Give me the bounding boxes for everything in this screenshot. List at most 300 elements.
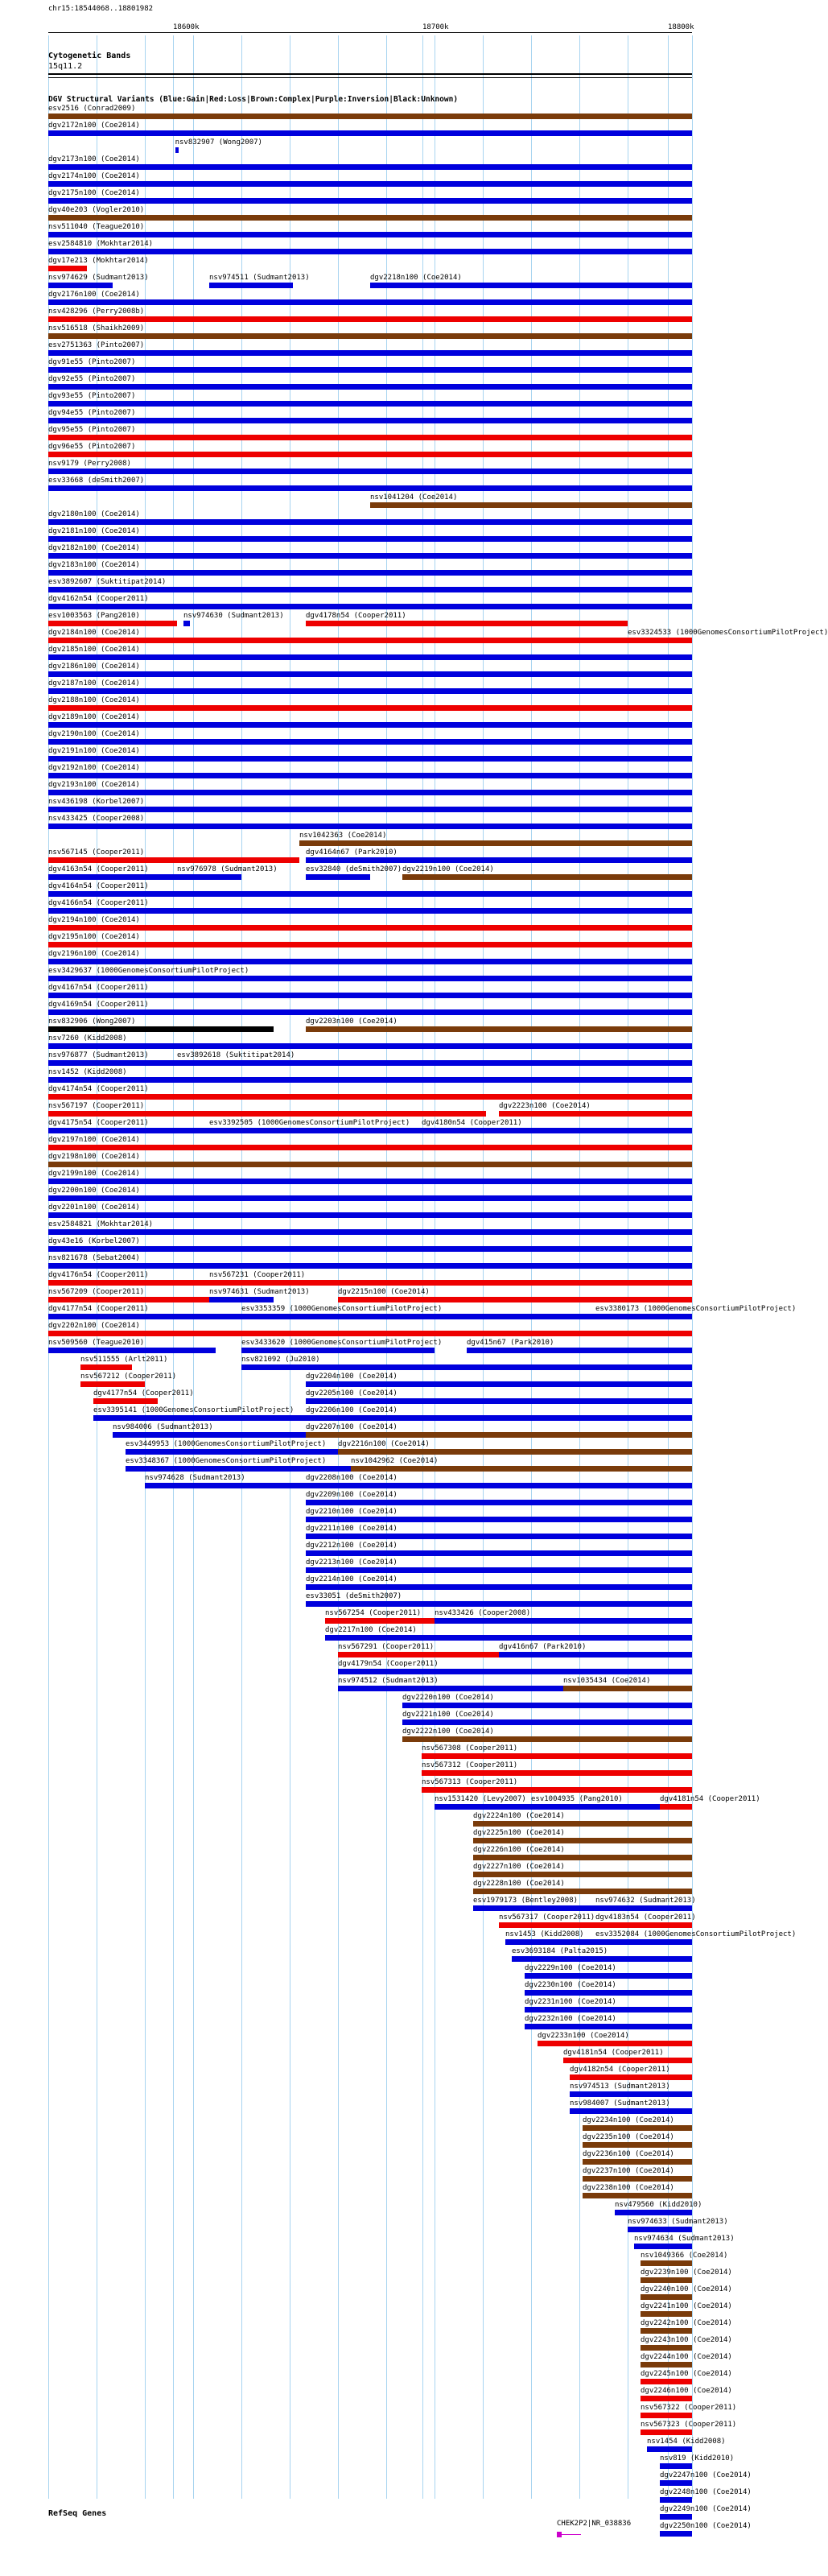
variant-label[interactable]: nsv1035434 (Coe2014)	[563, 1677, 651, 1685]
variant-label[interactable]: dgv4181n54 (Cooper2011)	[660, 1795, 760, 1803]
variant-bar[interactable]	[351, 1466, 692, 1472]
variant-bar[interactable]	[595, 1922, 692, 1928]
variant-label[interactable]: dgv2230n100 (Coe2014)	[525, 1981, 616, 1989]
variant-bar[interactable]	[306, 1534, 692, 1539]
variant-bar[interactable]	[80, 1381, 145, 1387]
variant-label[interactable]: dgv2204n100 (Coe2014)	[306, 1373, 398, 1381]
variant-bar[interactable]	[48, 469, 692, 474]
variant-bar[interactable]	[48, 925, 692, 931]
variant-bar[interactable]	[641, 2429, 692, 2435]
variant-bar[interactable]	[422, 1787, 692, 1793]
variant-label[interactable]: nsv1453 (Kidd2008)	[505, 1930, 584, 1938]
variant-label[interactable]: nsv1531420 (Levy2007)	[435, 1795, 526, 1803]
variant-label[interactable]: dgv2186n100 (Coe2014)	[48, 663, 140, 671]
variant-label[interactable]: dgv4177n54 (Cooper2011)	[48, 1305, 149, 1313]
variant-label[interactable]: esv3352084 (1000GenomesConsortiumPilotProject)	[595, 1930, 797, 1938]
variant-label[interactable]: dgv4164n67 (Park2010)	[306, 848, 398, 857]
variant-bar[interactable]	[48, 130, 692, 136]
variant-label[interactable]: nsv7260 (Kidd2008)	[48, 1034, 127, 1042]
variant-label[interactable]: dgv2247n100 (Coe2014)	[660, 2471, 752, 2479]
variant-bar[interactable]	[48, 519, 692, 525]
variant-label[interactable]: esv2751363 (Pinto2007)	[48, 341, 145, 349]
variant-label[interactable]: dgv2248n100 (Coe2014)	[660, 2488, 752, 2496]
variant-bar[interactable]	[525, 2007, 692, 2013]
variant-label[interactable]: esv33668 (deSmith2007)	[48, 477, 145, 485]
variant-label[interactable]: nsv974512 (Sudmant2013)	[338, 1677, 439, 1685]
variant-label[interactable]: nsv567323 (Cooper2011)	[641, 2421, 737, 2429]
variant-label[interactable]: dgv4166n54 (Cooper2011)	[48, 899, 149, 907]
variant-label[interactable]: nsv567308 (Cooper2011)	[422, 1744, 518, 1752]
variant-bar[interactable]	[306, 1026, 692, 1032]
variant-bar[interactable]	[641, 2362, 692, 2368]
variant-label[interactable]: esv2584821 (Mokhtar2014)	[48, 1220, 154, 1228]
variant-bar[interactable]	[595, 1939, 692, 1945]
variant-bar[interactable]	[48, 705, 692, 711]
variant-bar[interactable]	[538, 2041, 692, 2046]
variant-bar[interactable]	[48, 283, 113, 288]
variant-bar[interactable]	[628, 638, 692, 643]
variant-label[interactable]: dgv2239n100 (Coe2014)	[641, 2268, 732, 2277]
variant-label[interactable]: dgv91e55 (Pinto2007)	[48, 358, 136, 366]
variant-label[interactable]: nsv433426 (Cooper2008)	[435, 1609, 531, 1617]
variant-bar[interactable]	[641, 2328, 692, 2334]
variant-bar[interactable]	[48, 1263, 692, 1269]
variant-bar[interactable]	[48, 198, 692, 204]
variant-label[interactable]: dgv2183n100 (Coe2014)	[48, 561, 140, 569]
variant-bar[interactable]	[48, 654, 692, 660]
variant-label[interactable]: nsv1452 (Kidd2008)	[48, 1068, 127, 1076]
variant-label[interactable]: dgv4169n54 (Cooper2011)	[48, 1001, 149, 1009]
variant-label[interactable]: dgv2226n100 (Coe2014)	[473, 1846, 565, 1854]
variant-bar[interactable]	[435, 1804, 531, 1810]
variant-bar[interactable]	[338, 1652, 499, 1657]
variant-label[interactable]: dgv40e203 (Vogler2010)	[48, 206, 145, 214]
variant-bar[interactable]	[583, 2193, 692, 2198]
variant-bar[interactable]	[48, 587, 692, 592]
variant-label[interactable]: esv2516 (Conrad2009)	[48, 105, 136, 113]
variant-bar[interactable]	[641, 2396, 692, 2401]
variant-label[interactable]: nsv516518 (Shaikh2009)	[48, 324, 145, 332]
variant-bar[interactable]	[48, 1111, 486, 1117]
variant-bar[interactable]	[306, 1432, 692, 1438]
variant-label[interactable]: esv3324533 (1000GenomesConsortiumPilotProject)	[628, 629, 828, 637]
variant-label[interactable]: dgv2242n100 (Coe2014)	[641, 2319, 732, 2327]
variant-label[interactable]: dgv2184n100 (Coe2014)	[48, 629, 140, 637]
variant-label[interactable]: esv3353359 (1000GenomesConsortiumPilotProject)	[241, 1305, 443, 1313]
variant-label[interactable]: dgv4163n54 (Cooper2011)	[48, 865, 149, 873]
variant-bar[interactable]	[402, 874, 692, 880]
variant-bar[interactable]	[48, 976, 692, 981]
variant-label[interactable]: dgv2220n100 (Coe2014)	[402, 1694, 494, 1702]
variant-bar[interactable]	[48, 215, 692, 221]
variant-bar[interactable]	[595, 1314, 692, 1319]
variant-label[interactable]: dgv4183n54 (Cooper2011)	[595, 1913, 696, 1922]
variant-bar[interactable]	[473, 1838, 692, 1843]
variant-bar[interactable]	[48, 1348, 216, 1353]
variant-label[interactable]: nsv567145 (Cooper2011)	[48, 848, 145, 857]
variant-label[interactable]: dgv95e55 (Pinto2007)	[48, 426, 136, 434]
variant-bar[interactable]	[48, 350, 692, 356]
variant-label[interactable]: dgv2223n100 (Coe2014)	[499, 1102, 591, 1110]
variant-bar[interactable]	[615, 2210, 692, 2215]
variant-label[interactable]: dgv2172n100 (Coe2014)	[48, 122, 140, 130]
variant-bar[interactable]	[209, 1297, 274, 1302]
variant-label[interactable]: nsv567212 (Cooper2011)	[80, 1373, 177, 1381]
variant-bar[interactable]	[499, 1111, 692, 1117]
variant-label[interactable]: esv3892607 (Suktitipat2014)	[48, 578, 167, 586]
variant-bar[interactable]	[48, 1331, 692, 1336]
variant-label[interactable]: dgv2217n100 (Coe2014)	[325, 1626, 417, 1634]
variant-label[interactable]: dgv4175n54 (Cooper2011)	[48, 1119, 149, 1127]
variant-bar[interactable]	[570, 2108, 692, 2114]
variant-bar[interactable]	[306, 1500, 692, 1505]
variant-label[interactable]: dgv4177n54 (Cooper2011)	[93, 1389, 194, 1397]
variant-label[interactable]: nsv984006 (Sudmant2013)	[113, 1423, 213, 1431]
variant-label[interactable]: nsv821092 (Ju2010)	[241, 1356, 320, 1364]
variant-bar[interactable]	[48, 824, 692, 829]
variant-bar[interactable]	[306, 1601, 692, 1607]
variant-label[interactable]: dgv2212n100 (Coe2014)	[306, 1542, 398, 1550]
variant-bar[interactable]	[512, 1956, 692, 1962]
variant-label[interactable]: dgv4179n54 (Cooper2011)	[338, 1660, 439, 1668]
variant-label[interactable]: nsv567322 (Cooper2011)	[641, 2404, 737, 2412]
variant-bar[interactable]	[48, 857, 299, 863]
variant-bar[interactable]	[641, 2294, 692, 2300]
variant-label[interactable]: dgv2250n100 (Coe2014)	[660, 2522, 752, 2530]
variant-bar[interactable]	[634, 2244, 692, 2249]
variant-bar[interactable]	[422, 1770, 692, 1776]
variant-bar[interactable]	[48, 993, 692, 998]
variant-label[interactable]: dgv2209n100 (Coe2014)	[306, 1491, 398, 1499]
variant-bar[interactable]	[93, 1398, 158, 1404]
variant-label[interactable]: dgv92e55 (Pinto2007)	[48, 375, 136, 383]
variant-bar[interactable]	[505, 1939, 595, 1945]
variant-bar[interactable]	[175, 147, 179, 153]
variant-label[interactable]: dgv415n67 (Park2010)	[467, 1339, 554, 1347]
variant-label[interactable]: nsv976877 (Sudmant2013)	[48, 1051, 149, 1059]
variant-label[interactable]: esv3429637 (1000GenomesConsortiumPilotProject)	[48, 967, 249, 975]
variant-bar[interactable]	[48, 807, 692, 812]
variant-label[interactable]: nsv1041204 (Coe2014)	[370, 493, 458, 502]
variant-bar[interactable]	[306, 1550, 692, 1556]
variant-label[interactable]: dgv2198n100 (Coe2014)	[48, 1153, 140, 1161]
variant-bar[interactable]	[209, 283, 293, 288]
variant-label[interactable]: nsv1042363 (Coe2014)	[299, 832, 387, 840]
variant-label[interactable]: nsv819 (Kidd2010)	[660, 2454, 735, 2462]
variant-bar[interactable]	[583, 2125, 692, 2131]
variant-label[interactable]: nsv974632 (Sudmant2013)	[595, 1897, 696, 1905]
variant-label[interactable]: dgv4178n54 (Cooper2011)	[306, 612, 406, 620]
variant-bar[interactable]	[48, 435, 692, 440]
variant-bar[interactable]	[48, 891, 692, 897]
variant-label[interactable]: dgv2189n100 (Coe2014)	[48, 713, 140, 721]
variant-label[interactable]: dgv2175n100 (Coe2014)	[48, 189, 140, 197]
variant-label[interactable]: dgv2221n100 (Coe2014)	[402, 1711, 494, 1719]
variant-label[interactable]: nsv567209 (Cooper2011)	[48, 1288, 145, 1296]
variant-bar[interactable]	[641, 2379, 692, 2384]
variant-label[interactable]: dgv2206n100 (Coe2014)	[306, 1406, 398, 1414]
variant-bar[interactable]	[48, 739, 692, 745]
variant-label[interactable]: nsv567317 (Cooper2011)	[499, 1913, 595, 1922]
variant-bar[interactable]	[641, 2345, 692, 2351]
variant-label[interactable]: dgv2182n100 (Coe2014)	[48, 544, 140, 552]
variant-label[interactable]: dgv2196n100 (Coe2014)	[48, 950, 140, 958]
variant-label[interactable]: dgv4181n54 (Cooper2011)	[563, 2049, 664, 2057]
variant-label[interactable]: dgv2231n100 (Coe2014)	[525, 1998, 616, 2006]
variant-bar[interactable]	[595, 1905, 692, 1911]
variant-bar[interactable]	[209, 1280, 692, 1286]
variant-bar[interactable]	[641, 2277, 692, 2283]
variant-label[interactable]: dgv2219n100 (Coe2014)	[402, 865, 494, 873]
variant-bar[interactable]	[48, 299, 692, 305]
variant-bar[interactable]	[306, 1415, 692, 1421]
variant-bar[interactable]	[402, 1703, 692, 1708]
variant-bar[interactable]	[499, 1652, 692, 1657]
variant-label[interactable]: nsv428296 (Perry2008b)	[48, 308, 145, 316]
variant-bar[interactable]	[48, 1314, 241, 1319]
variant-label[interactable]: dgv2225n100 (Coe2014)	[473, 1829, 565, 1837]
variant-bar[interactable]	[299, 840, 692, 846]
variant-bar[interactable]	[80, 1364, 132, 1370]
variant-label[interactable]: nsv567313 (Cooper2011)	[422, 1778, 518, 1786]
variant-bar[interactable]	[525, 1990, 692, 1996]
variant-bar[interactable]	[338, 1297, 692, 1302]
variant-bar[interactable]	[306, 857, 692, 863]
variant-label[interactable]: dgv2192n100 (Coe2014)	[48, 764, 140, 772]
variant-label[interactable]: dgv2174n100 (Coe2014)	[48, 172, 140, 180]
variant-label[interactable]: nsv974629 (Sudmant2013)	[48, 274, 149, 282]
variant-bar[interactable]	[48, 232, 692, 237]
variant-bar[interactable]	[402, 1719, 692, 1725]
variant-label[interactable]: nsv984007 (Sudmant2013)	[570, 2099, 670, 2107]
variant-label[interactable]: nsv974634 (Sudmant2013)	[634, 2235, 735, 2243]
variant-label[interactable]: dgv416n67 (Park2010)	[499, 1643, 587, 1651]
variant-label[interactable]: dgv2185n100 (Coe2014)	[48, 646, 140, 654]
variant-bar[interactable]	[641, 2311, 692, 2317]
variant-label[interactable]: nsv821678 (Sebat2004)	[48, 1254, 140, 1262]
variant-label[interactable]: dgv2176n100 (Coe2014)	[48, 291, 140, 299]
variant-bar[interactable]	[48, 1043, 692, 1049]
variant-label[interactable]: dgv2203n100 (Coe2014)	[306, 1018, 398, 1026]
variant-bar[interactable]	[338, 1449, 692, 1455]
variant-bar[interactable]	[48, 570, 692, 576]
variant-label[interactable]: dgv2207n100 (Coe2014)	[306, 1423, 398, 1431]
variant-bar[interactable]	[48, 249, 692, 254]
variant-bar[interactable]	[48, 367, 692, 373]
variant-label[interactable]: dgv2202n100 (Coe2014)	[48, 1322, 140, 1330]
variant-label[interactable]: dgv2249n100 (Coe2014)	[660, 2505, 752, 2513]
variant-bar[interactable]	[499, 1922, 595, 1928]
variant-bar[interactable]	[48, 874, 177, 880]
variant-bar[interactable]	[48, 114, 692, 119]
variant-bar[interactable]	[48, 621, 177, 626]
variant-label[interactable]: nsv567312 (Cooper2011)	[422, 1761, 518, 1769]
variant-label[interactable]: nsv511555 (Arlt2011)	[80, 1356, 168, 1364]
variant-label[interactable]: dgv2241n100 (Coe2014)	[641, 2302, 732, 2310]
variant-bar[interactable]	[48, 1297, 209, 1302]
variant-bar[interactable]	[570, 2074, 692, 2080]
variant-bar[interactable]	[338, 1669, 692, 1674]
variant-bar[interactable]	[563, 2058, 692, 2063]
variant-label[interactable]: nsv567231 (Cooper2011)	[209, 1271, 306, 1279]
variant-bar[interactable]	[306, 874, 370, 880]
variant-label[interactable]: nsv567254 (Cooper2011)	[325, 1609, 422, 1617]
variant-label[interactable]: dgv2228n100 (Coe2014)	[473, 1880, 565, 1888]
variant-label[interactable]: nsv974633 (Sudmant2013)	[628, 2218, 728, 2226]
variant-bar[interactable]	[473, 1889, 692, 1894]
variant-bar[interactable]	[48, 942, 692, 947]
variant-bar[interactable]	[48, 638, 628, 643]
variant-label[interactable]: dgv2190n100 (Coe2014)	[48, 730, 140, 738]
variant-label[interactable]: nsv567197 (Cooper2011)	[48, 1102, 145, 1110]
variant-bar[interactable]	[628, 2227, 692, 2232]
variant-label[interactable]: esv3449953 (1000GenomesConsortiumPilotProject)	[126, 1440, 327, 1448]
variant-bar[interactable]	[660, 2531, 692, 2537]
variant-bar[interactable]	[660, 2514, 692, 2520]
variant-label[interactable]: dgv2173n100 (Coe2014)	[48, 155, 140, 163]
variant-label[interactable]: dgv2181n100 (Coe2014)	[48, 527, 140, 535]
variant-bar[interactable]	[325, 1618, 435, 1624]
variant-label[interactable]: nsv1049366 (Coe2014)	[641, 2252, 728, 2260]
variant-label[interactable]: dgv17e213 (Mokhtar2014)	[48, 257, 149, 265]
variant-label[interactable]: dgv2193n100 (Coe2014)	[48, 781, 140, 789]
variant-label[interactable]: nsv974631 (Sudmant2013)	[209, 1288, 310, 1296]
variant-label[interactable]: dgv4164n54 (Cooper2011)	[48, 882, 149, 890]
variant-bar[interactable]	[525, 2024, 692, 2029]
variant-bar[interactable]	[48, 959, 692, 964]
variant-bar[interactable]	[641, 2413, 692, 2418]
variant-label[interactable]: dgv2233n100 (Coe2014)	[538, 2032, 629, 2040]
variant-bar[interactable]	[48, 316, 692, 322]
variant-bar[interactable]	[48, 333, 692, 339]
variant-bar[interactable]	[48, 1009, 692, 1015]
variant-bar[interactable]	[583, 2159, 692, 2165]
variant-label[interactable]: dgv2194n100 (Coe2014)	[48, 916, 140, 924]
variant-label[interactable]: dgv2216n100 (Coe2014)	[338, 1440, 430, 1448]
variant-label[interactable]: dgv2232n100 (Coe2014)	[525, 2015, 616, 2023]
variant-label[interactable]: dgv2218n100 (Coe2014)	[370, 274, 462, 282]
variant-label[interactable]: dgv4167n54 (Cooper2011)	[48, 984, 149, 992]
variant-bar[interactable]	[48, 1229, 692, 1235]
variant-label[interactable]: dgv2180n100 (Coe2014)	[48, 510, 140, 518]
variant-bar[interactable]	[48, 1162, 692, 1167]
variant-label[interactable]: dgv2224n100 (Coe2014)	[473, 1812, 565, 1820]
refseq-gene-label[interactable]: CHEK2P2|NR_038836	[557, 2520, 632, 2528]
variant-label[interactable]: dgv2245n100 (Coe2014)	[641, 2370, 732, 2378]
variant-bar[interactable]	[306, 621, 628, 626]
variant-bar[interactable]	[306, 1398, 692, 1404]
variant-label[interactable]: esv3433620 (1000GenomesConsortiumPilotProject)	[241, 1339, 443, 1347]
variant-bar[interactable]	[48, 181, 692, 187]
variant-bar[interactable]	[93, 1415, 306, 1421]
variant-label[interactable]: esv2584810 (Mokhtar2014)	[48, 240, 154, 248]
variant-label[interactable]: nsv1454 (Kidd2008)	[647, 2438, 726, 2446]
variant-bar[interactable]	[48, 1179, 692, 1184]
variant-bar[interactable]	[48, 536, 692, 542]
refseq-gene-glyph[interactable]	[557, 2532, 586, 2534]
variant-bar[interactable]	[306, 1517, 692, 1522]
variant-bar[interactable]	[422, 1128, 692, 1133]
variant-bar[interactable]	[126, 1449, 338, 1455]
variant-label[interactable]: dgv2240n100 (Coe2014)	[641, 2285, 732, 2293]
variant-bar[interactable]	[531, 1804, 660, 1810]
variant-label[interactable]: dgv4180n54 (Cooper2011)	[422, 1119, 522, 1127]
variant-bar[interactable]	[660, 2463, 692, 2469]
variant-label[interactable]: nsv433425 (Cooper2008)	[48, 815, 145, 823]
variant-bar[interactable]	[473, 1855, 692, 1860]
variant-label[interactable]: dgv94e55 (Pinto2007)	[48, 409, 136, 417]
variant-label[interactable]: nsv511040 (Teague2010)	[48, 223, 145, 231]
variant-label[interactable]: esv32840 (deSmith2007)	[306, 865, 402, 873]
variant-bar[interactable]	[177, 874, 241, 880]
variant-bar[interactable]	[48, 756, 692, 762]
variant-label[interactable]: esv3693184 (Palta2015)	[512, 1947, 608, 1955]
variant-label[interactable]: dgv4176n54 (Cooper2011)	[48, 1271, 149, 1279]
variant-label[interactable]: dgv2211n100 (Coe2014)	[306, 1525, 398, 1533]
variant-label[interactable]: esv3380173 (1000GenomesConsortiumPilotProject)	[595, 1305, 797, 1313]
variant-label[interactable]: esv3892618 (Suktitipat2014)	[177, 1051, 295, 1059]
variant-bar[interactable]	[48, 1246, 692, 1252]
variant-label[interactable]: nsv9179 (Perry2008)	[48, 460, 131, 468]
variant-bar[interactable]	[422, 1753, 692, 1759]
variant-bar[interactable]	[48, 604, 692, 609]
variant-bar[interactable]	[306, 1567, 692, 1573]
variant-bar[interactable]	[48, 1195, 692, 1201]
variant-bar[interactable]	[48, 401, 692, 407]
variant-label[interactable]: dgv2238n100 (Coe2014)	[583, 2184, 674, 2192]
variant-label[interactable]: nsv974630 (Sudmant2013)	[183, 612, 284, 620]
variant-label[interactable]: dgv2234n100 (Coe2014)	[583, 2116, 674, 2124]
variant-bar[interactable]	[177, 1060, 692, 1066]
variant-bar[interactable]	[48, 1026, 274, 1032]
variant-label[interactable]: dgv2208n100 (Coe2014)	[306, 1474, 398, 1482]
variant-label[interactable]: dgv2188n100 (Coe2014)	[48, 696, 140, 704]
variant-bar[interactable]	[113, 1432, 306, 1438]
variant-label[interactable]: nsv832907 (Wong2007)	[175, 138, 262, 147]
variant-label[interactable]: esv1003563 (Pang2010)	[48, 612, 140, 620]
variant-bar[interactable]	[306, 1381, 692, 1387]
variant-bar[interactable]	[473, 1821, 692, 1827]
variant-bar[interactable]	[660, 1804, 692, 1810]
variant-label[interactable]: nsv479560 (Kidd2010)	[615, 2201, 702, 2209]
variant-bar[interactable]	[209, 1128, 422, 1133]
variant-label[interactable]: dgv96e55 (Pinto2007)	[48, 443, 136, 451]
variant-bar[interactable]	[402, 1736, 692, 1742]
variant-bar[interactable]	[641, 2260, 692, 2266]
variant-label[interactable]: dgv2236n100 (Coe2014)	[583, 2150, 674, 2158]
variant-bar[interactable]	[338, 1686, 563, 1691]
variant-label[interactable]: dgv2199n100 (Coe2014)	[48, 1170, 140, 1178]
variant-bar[interactable]	[48, 1060, 177, 1066]
variant-label[interactable]: dgv2201n100 (Coe2014)	[48, 1203, 140, 1212]
variant-label[interactable]: dgv2213n100 (Coe2014)	[306, 1558, 398, 1567]
variant-label[interactable]: dgv2195n100 (Coe2014)	[48, 933, 140, 941]
variant-label[interactable]: dgv2210n100 (Coe2014)	[306, 1508, 398, 1516]
variant-label[interactable]: esv3348367 (1000GenomesConsortiumPilotProject)	[126, 1457, 327, 1465]
variant-label[interactable]: dgv2197n100 (Coe2014)	[48, 1136, 140, 1144]
variant-bar[interactable]	[241, 1314, 595, 1319]
variant-label[interactable]: dgv2246n100 (Coe2014)	[641, 2387, 732, 2395]
variant-bar[interactable]	[241, 1364, 692, 1370]
variant-bar[interactable]	[583, 2142, 692, 2148]
variant-bar[interactable]	[370, 283, 692, 288]
variant-label[interactable]: dgv2191n100 (Coe2014)	[48, 747, 140, 755]
variant-bar[interactable]	[660, 2497, 692, 2503]
variant-label[interactable]: dgv2237n100 (Coe2014)	[583, 2167, 674, 2175]
variant-bar[interactable]	[660, 2480, 692, 2486]
variant-bar[interactable]	[473, 1872, 692, 1877]
variant-label[interactable]: dgv2244n100 (Coe2014)	[641, 2353, 732, 2361]
